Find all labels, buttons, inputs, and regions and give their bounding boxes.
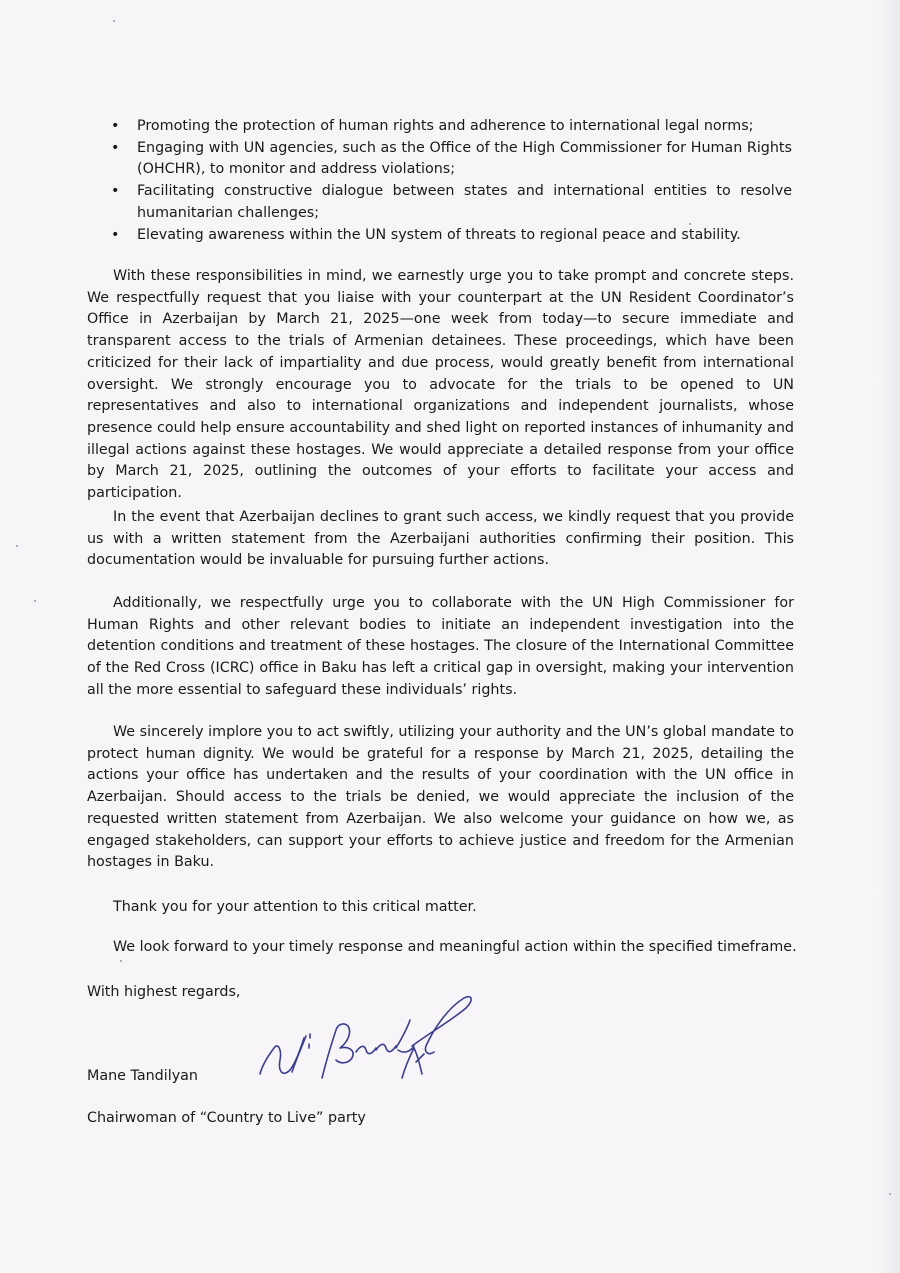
list-item: • Engaging with UN agencies, such as the Office of the High Commissioner for Human Rights (OHCHR), to monitor and address violations; (111, 139, 792, 178)
list-item: • Elevating awareness within the UN system of threats to regional peace and stability. (108, 225, 792, 247)
paper-speck (16, 545, 18, 547)
handwritten-signature (252, 990, 488, 1100)
paper-speck (34, 600, 36, 602)
look-forward-line: We look forward to your timely response and meaningful action within the specified timeframe. (113, 939, 797, 955)
paragraph-investigation: Additionally, we respectfully urge you to collaborate with the UN High Commissioner for Human Rights and other relevant bodies to initiate an independent investigation into the detention conditions and treatment of these hostages. The closure of the International Committee of the Red Cross (ICRC) office in Baku has left a critical gap in oversight, making your intervention all the more essential to safeguard these individuals’ rights. (87, 595, 794, 698)
list-item: • Facilitating constructive dialogue between states and international entities to resolve humanitarian challenges; (111, 183, 792, 221)
paragraph-urgent-steps: With these responsibilities in mind, we earnestly urge you to take prompt and concrete steps. We respectfully request that you liaise with your counterpart at the UN Resident Coordinator’s Office in Azerbaijan by March 21, 2025—one week from today—to secure immediate and transparent access to the trials of Armenian detainees. These proceedings, which have been criticized for their lack of impartiality and due process, would greatly benefit from international oversight. We strongly encourage you to advocate for the trials to be opened to UN representatives and also to international organizations and independent journalists, whose presence could help ensure accountability and shed light on reported instances of inhumanity and illegal actions against these hostages. We would appreciate a detailed response from your office by March 21, 2025, outlining the outcomes of your efforts to facilitate your access and participation. (87, 268, 794, 502)
signer-title: Chairwoman of “Country to Live” party (87, 1110, 366, 1126)
paper-speck (113, 20, 115, 22)
thanks-line: Thank you for your attention to this critical matter. (113, 899, 477, 915)
bullet-icon: • (111, 139, 120, 156)
bullet-icon: • (111, 226, 120, 243)
signer-name: Mane Tandilyan (87, 1068, 198, 1084)
list-item: • Promoting the protection of human rights and adherence to international legal norms; (108, 116, 792, 138)
page-edge-shadow (878, 0, 900, 1273)
paper-speck (689, 223, 691, 225)
bullet-icon: • (111, 183, 120, 200)
closing-salutation: With highest regards, (87, 984, 241, 1000)
bullet-icon: • (111, 118, 120, 134)
responsibility-list (108, 116, 792, 246)
paragraph-access-declined: In the event that Azerbaijan declines to grant such access, we kindly request that you provide us with a written statement from the Azerbaijani authorities confirming their position. This documentation would be invaluable for pursuing further actions. (87, 509, 794, 569)
paper-speck (889, 1193, 891, 1195)
paragraph-implore: We sincerely implore you to act swiftly, utilizing your authority and the UN’s global mandate to protect human dignity. We would be grateful for a response by March 21, 2025, detailing the actions your office has undertaken and the results of your coordination with the UN office in Azerbaijan. Should access to the trials be denied, we would appreciate the inclusion of the requested written statement from Azerbaijan. We also welcome your guidance on how we, as engaged stakeholders, can support your efforts to achieve justice and freedom for the Armenian hostages in Baku. (87, 724, 794, 871)
paper-speck (120, 960, 122, 962)
